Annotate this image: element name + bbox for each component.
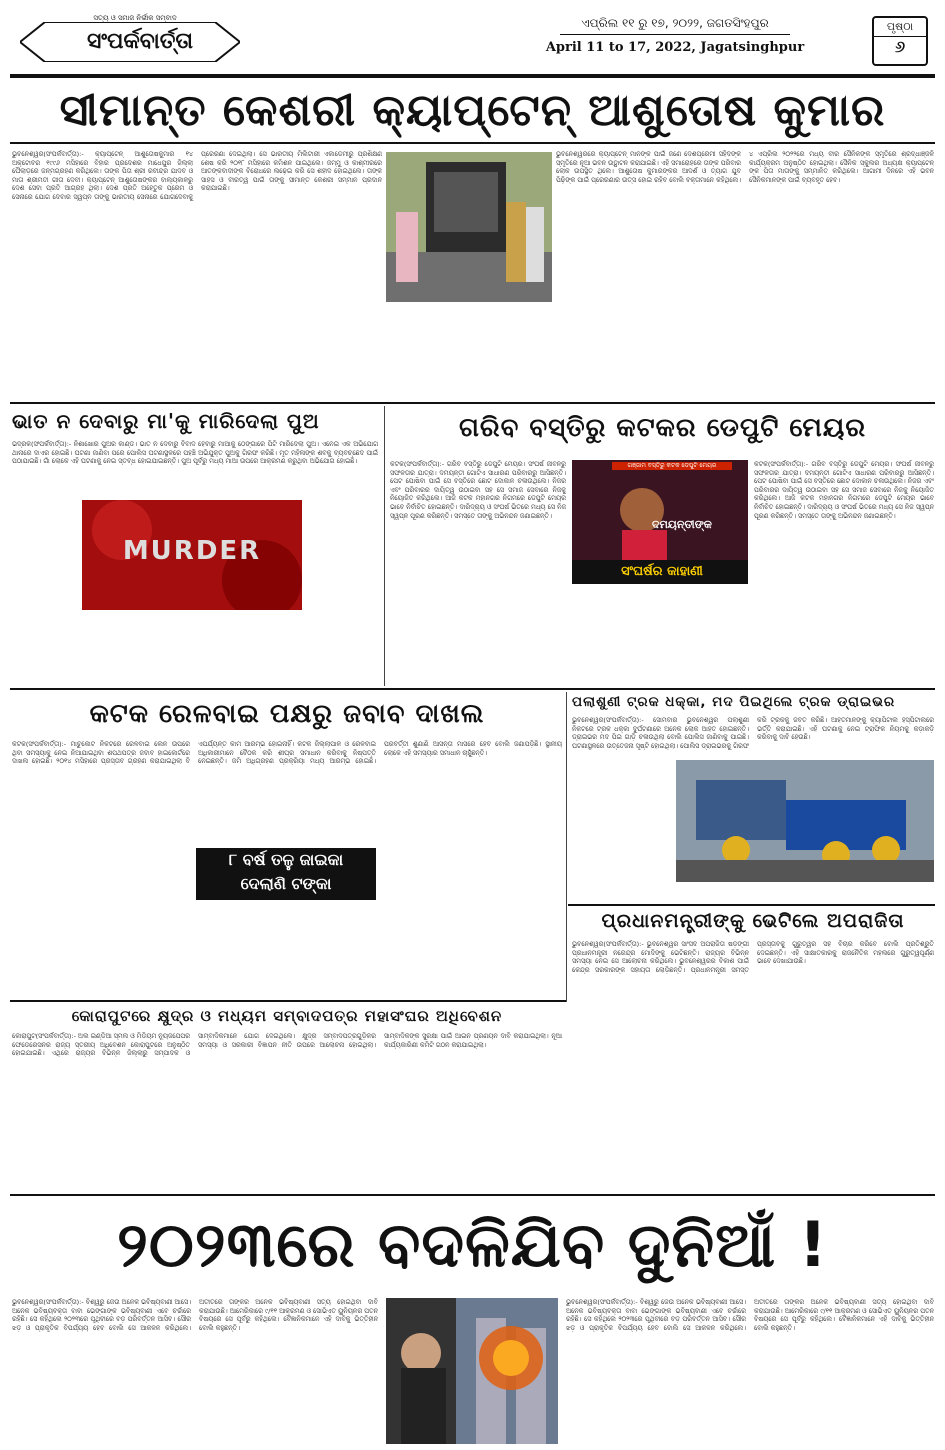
deputy-mayor-headline: ଗରିବ ବସ୍ତିରୁ କଟକର ଡେପୁଟି ମେୟର (458, 413, 867, 443)
railway-body: କଟକ(ସଂପର୍କବାର୍ତ୍ତା):- ମାଚୁକୋଟ ନିକଟରେ ରେଳବାଇ ଲେନ ଉପରେ ଥିବା ସମସ୍ୟାକୁ ନେଇ ନିଆଯାଇଥିବା ଶପଥପତ୍ର ଜବାବ ହାଇକୋର୍ଟରେ ଦାଖଲ ହୋଇଛି। ୨୦୧୪ ମସିହାରେ ପ୍ରସ୍ତାବ ଗ୍ରହଣ କରାଯାଇଥିଲା ବି ଏପର୍ଯ୍ୟନ୍ତ କାମ ଆରମ୍ଭ ହୋଇନାହିଁ। କଟକ ଜିଲ୍ଲାପାଳ ଓ ରେଳବାଇ ଅଧିକାରୀମାନେ ବୈଠକ କରି ଶୀଘ୍ର ସମାଧାନ କରିବାକୁ ନିଷ୍ପତ୍ତି ନେଇଛନ୍ତି। ଜମି ଅଧିଗ୍ରହଣ ପ୍ରକ୍ରିୟା ମଧ୍ୟ ଆରମ୍ଭ ହୋଇଛି। ପରବର୍ତ୍ତୀ ଶୁଣାଣି ଆସନ୍ତା ମାସରେ ହେବ ବୋଲି ଜଣାପଡ଼ିଛି। ସ୍ଥାନୀୟ ଲୋକେ ଏହି ସମସ୍ୟାର ସମାଧାନ ଚାହୁଁଛନ୍ତି। (12, 740, 562, 766)
column-rule (566, 692, 567, 1002)
newspaper-federation-headline: କୋରାପୁଟରେ କ୍ଷୁଦ୍ର ଓ ମଧ୍ୟମ ସମ୍ବାଦପତ୍ର ମହାସଂଘର ଅଧିବେଶନ (71, 1007, 503, 1025)
railway-headline: କଟକ ରେଳବାଇ ପକ୍ଷରୁ ଜବାବ ଦାଖଲ (89, 699, 485, 729)
column-rule (384, 406, 385, 686)
rule (10, 1194, 935, 1196)
truck-accident-headline: ପଲାଶୁଣୀ ଟ୍ରକ ଧକ୍କା, ମଦ ପିଇଥିଲେ ଟ୍ରକ ଡ୍ରାଇଭର (572, 694, 896, 710)
prediction-photo-art (386, 1298, 558, 1444)
logo: ସଂପର୍କବାର୍ତ୍ତା (87, 29, 193, 54)
lead-story-body-right: ଭୁବନେଶ୍ୱରରେ କ୍ୟାପ୍ଟେନ୍ ମାନଙ୍କ ପାଇଁ ଜଣେ ଦେଶପ୍ରେମୀ ସହିଦଙ୍କ ସ୍ମୃତିରେ ନୂଆ ଭବନ ଉଦ୍ଘାଟନ କରାଯାଇଛି। ଏହି ସମାରୋହରେ ତାଙ୍କ ପରିବାର ଲୋକ ଉପସ୍ଥିତ ଥିଲେ। ଆଶୁତୋଷ କୁମାରଙ୍କର ଆଦର୍ଶ ଓ ତ୍ୟାଗ ଯୁବ ପିଢ଼ିଙ୍କ ପାଇଁ ପ୍ରେରଣାର ଉତ୍ସ ହୋଇ ରହିବ ବୋଲି ବକ୍ତାମାନେ କହିଥିଲେ। ୪ ଏପ୍ରିଲ ୨୦୨୨ରେ ମଧ୍ୟ ବୀର ସୈନିକଙ୍କ ସ୍ମୃତିରେ ଶ୍ରଦ୍ଧାଞ୍ଜଳି କାର୍ଯ୍ୟକ୍ରମ ଅନୁଷ୍ଠିତ ହୋଇଥିଲା। ସୈନିକ ସ୍କୁଲର ଅଧ୍ୟକ୍ଷ କ୍ୟାପ୍ଟେନ୍ ଙ୍କ ପିତା ମାତାଙ୍କୁ ସମ୍ମାନିତ କରିଥିଲେ। ଆଗାମୀ ଦିନରେ ଏହି ଭବନ ସୈନିକମାନଙ୍କ ପାଇଁ ବ୍ୟବହୃତ ହେବ। (556, 150, 934, 184)
deputy-mayor-body-continued: କଟକ(ସଂପର୍କବାର୍ତ୍ତା):- ଗରିବ ବସ୍ତିରୁ ଡେପୁଟି ମେୟର। ସଂଘର୍ଷ ଜୀବନରୁ ସଫଳତାର ଯାତ୍ରା। ଦମୟନ୍ତୀ ଗୋଟିଏ ସାଧାରଣ ପରିବାରରୁ ଆସିଛନ୍ତି। ପେଟ ପୋଷିବା ପାଇଁ ସେ ବସ୍ତିରେ ଛୋଟ ଦୋକାନ ଚଳାଉଥିଲେ। ନିଜର ଏବଂ ପରିବାରର ଦାୟିତ୍ୱ ଉଠାଇବା ସହ ସେ ସମାଜ ସେବାରେ ନିଜକୁ ନିୟୋଜିତ କରିଥିଲେ। ଆଜି କଟକ ମହାନଗର ନିଗମରେ ଡେପୁଟି ମେୟର ଭାବେ ନିର୍ବାଚିତ ହୋଇଛନ୍ତି। ଦାରିଦ୍ର୍ୟ ଓ ସଂଘର୍ଷ ଭିତରେ ମଧ୍ୟ ସେ ନିଜ ସ୍ୱପ୍ନ ପୂରଣ କରିଛନ୍ତି। ସମସ୍ତେ ତାଙ୍କୁ ଅଭିନନ୍ଦନ ଜଣାଇଛନ୍ତି। (754, 460, 934, 520)
story-murder-headline: ଭାତ ନ ଦେବାରୁ ମା'କୁ ମାରିଦେଲା ପୁଅ (12, 409, 320, 433)
rule (10, 1000, 566, 1002)
lead-headline: ସୀମାନ୍ତ କେଶରୀ କ୍ୟାପ୍ଟେନ୍ ଆଶୁତୋଷ କୁମାର (59, 85, 886, 136)
rule (10, 402, 935, 404)
bottom-headline: ୨୦୨୩ରେ ବଦଳିଯିବ ଦୁନିଆଁ ! (117, 1208, 828, 1281)
issue-date-english: April 11 to 17, 2022, Jagatsinghpur (545, 40, 805, 55)
page-number-box (872, 16, 928, 66)
date-divider (560, 34, 790, 35)
masthead-rule (10, 74, 935, 78)
truck-accident-photo (676, 760, 934, 882)
logo-tagline: ସତ୍ୟ ଓ ସମାଜ ନିର୍ଭୀକ ସମ୍ବାଦ (93, 14, 177, 22)
issue-date-odia: ଏପ୍ରିଲ ୧୧ ରୁ ୧୭, ୨୦୨୨, ଜଗତସିଂହପୁର (581, 16, 769, 30)
railway-callout (196, 848, 376, 900)
truck-accident-body: ଭୁବନେଶ୍ୱର(ସଂପର୍କବାର୍ତ୍ତା):- ସୋମବାର ଭୁବନେଶ୍ୱର ପଲାଶୁଣୀ ନିକଟରେ ଟ୍ରକ ଧକ୍କା ଦୁର୍ଘଟଣାରେ ଅନେକ ଲୋକ ଆହତ ହୋଇଛନ୍ତି। ଡ୍ରାଇଭର ମଦ ପିଇ ଗାଡ଼ି ଚଳାଉଥିଲା ବୋଲି ପୋଲିସ ଜାଣିବାକୁ ପାଇଛି। ଘଟଣାସ୍ଥଳରେ ଉତ୍ତେଜନା ସୃଷ୍ଟି ହୋଇଥିଲା। ପୋଲିସ ଡ୍ରାଇଭରକୁ ଗିରଫ କରି ଟ୍ରକକୁ ଜବତ କରିଛି। ଆହତମାନଙ୍କୁ କ୍ୟାପିଟାଲ ହସ୍ପିଟାଲରେ ଭର୍ତ୍ତି କରାଯାଇଛି। ଏହି ଘଟଣାକୁ ନେଇ ଟ୍ରାଫିକ ନିୟମକୁ କଡ଼ାକଡ଼ି କରିବାକୁ ଦାବି ହେଉଛି। (572, 716, 934, 750)
lead-story-photo (386, 152, 552, 302)
photo-caption-top: ଗଞ୍ଜାମ ବସ୍ତିରୁ କଟକ ଡେପୁଟି ମେୟର (612, 462, 732, 470)
prediction-photo (386, 1298, 558, 1444)
aparajita-headline: ପ୍ରଧାନମନ୍ତ୍ରୀଙ୍କୁ ଭେଟିଲେ ଅପରାଜିତା (601, 910, 905, 932)
murder-photo-text: MURDER (122, 536, 262, 566)
story-murder-body: ଭଦ୍ରକ(ସଂପର୍କବାର୍ତ୍ତା):- ନିଶାଖୋର ପୁଅର କାଣ୍ଡ। ଭାତ ନ ଦେବାରୁ ବିବାଦ ହେବାରୁ ମାଆକୁ ଠେଙ୍ଗାରେ ପିଟି ମାରିଦେଲା ପୁଅ। ଏନେଇ ଏକ ଅଭିଯୋଗ ଥାନାରେ ଦାଏର ହୋଇଛି। ଘଟଣା ଜାଣିବା ପରେ ପୋଲିସ ଘଟଣାସ୍ଥଳରେ ପହଞ୍ଚି ଅଭିଯୁକ୍ତ ପୁଅକୁ ଗିରଫ କରିଛି। ମୃତ ମହିଳାଙ୍କ ଶବକୁ ବ୍ୟବଚ୍ଛେଦ ପାଇଁ ପଠାଯାଇଛି। ଗାଁ ଲୋକେ ଏହି ଘଟଣାକୁ ନେଇ ସ୍ତବ୍ଧ ହୋଇଯାଇଛନ୍ତି। ପୁଅ ପୂର୍ବରୁ ମଧ୍ୟ ମାଆ ଉପରେ ଆକ୍ରମଣ କରୁଥିବା ଅଭିଯୋଗ ହୋଇଛି। (12, 440, 378, 466)
prediction-body-right: ଭୁବନେଶ୍ୱର(ସଂପର୍କବାର୍ତ୍ତା):- ବିଶ୍ୱରୁ ଜେଉ ଅନେକ ଭବିଷ୍ୟବାଣୀ ଆସେ। ଅନେକ ଭବିଷ୍ୟବକ୍ତା ବାବା ଭେଙ୍ଗାଙ୍କ ଭବିଷ୍ୟବାଣୀ ଏବେ ଚର୍ଚ୍ଚାରେ ରହିଛି। ସେ କହିଥିଲେ ୨୦୨୩ରେ ପୃଥିବୀରେ ବଡ଼ ପରିବର୍ତ୍ତନ ଆସିବ। ସୌର ଝଡ଼ ଓ ପ୍ରାକୃତିକ ବିପର୍ଯ୍ୟୟ ହେବ ବୋଲି ସେ ଆକଳନ କରିଥିଲେ। ଅତୀତରେ ତାଙ୍କର ଅନେକ ଭବିଷ୍ୟବାଣୀ ସତ୍ୟ ହୋଇଥିବା ଦାବି କରାଯାଉଛି। ଆମେରିକାରେ ୯/୧୧ ଆକ୍ରମଣ ଓ ସୋଭିଏତ ୟୁନିୟନର ପତନ ବିଷୟରେ ସେ ପୂର୍ବରୁ କହିଥିଲେ। ବୈଜ୍ଞାନିକମାନେ ଏହି ଦାବିକୁ ଭିତ୍ତିହୀନ ବୋଲି କହୁଛନ୍ତି। (566, 1298, 934, 1332)
prediction-body-left: ଭୁବନେଶ୍ୱର(ସଂପର୍କବାର୍ତ୍ତା):- ବିଶ୍ୱରୁ ଜେଉ ଅନେକ ଭବିଷ୍ୟବାଣୀ ଆସେ। ଅନେକ ଭବିଷ୍ୟବକ୍ତା ବାବା ଭେଙ୍ଗାଙ୍କ ଭବିଷ୍ୟବାଣୀ ଏବେ ଚର୍ଚ୍ଚାରେ ରହିଛି। ସେ କହିଥିଲେ ୨୦୨୩ରେ ପୃଥିବୀରେ ବଡ଼ ପରିବର୍ତ୍ତନ ଆସିବ। ସୌର ଝଡ଼ ଓ ପ୍ରାକୃତିକ ବିପର୍ଯ୍ୟୟ ହେବ ବୋଲି ସେ ଆକଳନ କରିଥିଲେ। ଅତୀତରେ ତାଙ୍କର ଅନେକ ଭବିଷ୍ୟବାଣୀ ସତ୍ୟ ହୋଇଥିବା ଦାବି କରାଯାଉଛି। ଆମେରିକାରେ ୯/୧୧ ଆକ୍ରମଣ ଓ ସୋଭିଏତ ୟୁନିୟନର ପତନ ବିଷୟରେ ସେ ପୂର୍ବରୁ କହିଥିଲେ। ବୈଜ୍ଞାନିକମାନେ ଏହି ଦାବିକୁ ଭିତ୍ତିହୀନ ବୋଲି କହୁଛନ୍ତି। (12, 1298, 378, 1332)
rule (10, 142, 935, 144)
lead-photo-art (386, 152, 552, 302)
callout-line-1: ୮ ବର୍ଷ ତଳୁ ଜାଇକା (228, 850, 344, 869)
deputy-mayor-body: କଟକ(ସଂପର୍କବାର୍ତ୍ତା):- ଗରିବ ବସ୍ତିରୁ ଡେପୁଟି ମେୟର। ସଂଘର୍ଷ ଜୀବନରୁ ସଫଳତାର ଯାତ୍ରା। ଦମୟନ୍ତୀ ଗୋଟିଏ ସାଧାରଣ ପରିବାରରୁ ଆସିଛନ୍ତି। ପେଟ ପୋଷିବା ପାଇଁ ସେ ବସ୍ତିରେ ଛୋଟ ଦୋକାନ ଚଳାଉଥିଲେ। ନିଜର ଏବଂ ପରିବାରର ଦାୟିତ୍ୱ ଉଠାଇବା ସହ ସେ ସମାଜ ସେବାରେ ନିଜକୁ ନିୟୋଜିତ କରିଥିଲେ। ଆଜି କଟକ ମହାନଗର ନିଗମରେ ଡେପୁଟି ମେୟର ଭାବେ ନିର୍ବାଚିତ ହୋଇଛନ୍ତି। ଦାରିଦ୍ର୍ୟ ଓ ସଂଘର୍ଷ ଭିତରେ ମଧ୍ୟ ସେ ନିଜ ସ୍ୱପ୍ନ ପୂରଣ କରିଛନ୍ତି। ସମସ୍ତେ ତାଙ୍କୁ ଅଭିନନ୍ଦନ ଜଣାଇଛନ୍ତି। (390, 460, 566, 520)
page-number: ୬ (894, 37, 906, 56)
murder-photo (82, 500, 302, 610)
newspaper-federation-body: କୋରାପୁଟ(ସଂପର୍କବାର୍ତ୍ତା):- ଅଲ ଇଣ୍ଡିଆ ସ୍ମଲ ଓ ମିଡିୟମ ନ୍ୟୁଜପେପର ଫେଡେରେସନର ରାଜ୍ୟ ସ୍ତରୀୟ ଅଧିବେଶନ କୋରାପୁଟରେ ଅନୁଷ୍ଠିତ ହୋଇଯାଇଛି। ଏଥିରେ ରାଜ୍ୟର ବିଭିନ୍ନ ଜିଲ୍ଲାରୁ ସମ୍ପାଦକ ଓ ସାମ୍ବାଦିକମାନେ ଯୋଗ ଦେଇଥିଲେ। କ୍ଷୁଦ୍ର ସମ୍ବାଦପତ୍ରଗୁଡ଼ିକର ସମସ୍ୟା ଓ ସରକାରୀ ବିଜ୍ଞାପନ ନୀତି ଉପରେ ଆଲୋଚନା ହୋଇଥିଲା। ସାମ୍ବାଦିକଙ୍କ ସୁରକ୍ଷା ପାଇଁ ଆଇନ ପ୍ରଣୟନ ଦାବି କରାଯାଇଥିଲା। ନୂଆ କାର୍ଯ୍ୟକାରିଣୀ କମିଟି ଗଠନ କରାଯାଇଥିଲା। (12, 1032, 562, 1058)
aparajita-body: ଭୁବନେଶ୍ୱର(ସଂପର୍କବାର୍ତ୍ତା):- ଭୁବନେଶ୍ୱର ସାଂସଦ ଅପରାଜିତା ଷଡ଼ଙ୍ଗୀ ପ୍ରଧାନମନ୍ତ୍ରୀ ନରେନ୍ଦ୍ର ମୋଦିଙ୍କୁ ଭେଟିଛନ୍ତି। ରାଜ୍ୟର ବିଭିନ୍ନ ସମସ୍ୟା ନେଇ ସେ ଆଲୋଚନା କରିଥିଲେ। ଭୁବନେଶ୍ୱରର ବିକାଶ ପାଇଁ କେନ୍ଦ୍ର ସରକାରଙ୍କ ସହାୟତା ଲୋଡ଼ିଛନ୍ତି। ପ୍ରଧାନମନ୍ତ୍ରୀ ସମସ୍ତ ପ୍ରସ୍ତାବକୁ ଗୁରୁତ୍ୱର ସହ ବିଚାର କରିବେ ବୋଲି ପ୍ରତିଶ୍ରୁତି ଦେଇଛନ୍ତି। ଏହି ସାକ୍ଷାତକାରକୁ ରାଜନୈତିକ ମହଲରେ ଗୁରୁତ୍ୱପୂର୍ଣ୍ଣ ଭାବେ ଦେଖାଯାଉଛି। (572, 940, 934, 974)
callout-line-2: ଦେଲାଣି ଟଙ୍କା (240, 874, 332, 893)
photo-caption-mid: ଦମୟନ୍ତୀଙ୍କ (652, 518, 712, 531)
photo-caption-bottom: ସଂଘର୍ଷର କାହାଣୀ (621, 564, 703, 579)
page-label: ପୃଷ୍ଠା (874, 18, 926, 37)
lead-story-body-left: ଭୁବନେଶ୍ୱର(ସଂପର୍କବାର୍ତ୍ତା):- କ୍ୟାପ୍ଟେନ୍ ଆଶୁତୋଷକୁମାର ୧୪ ଅକ୍ଟୋବର ୧୯୯୬ ମସିହାରେ ବିହାର ପ୍ରଦେଶର ମାଧେପୁର ଜିଲ୍ଲା ଘୈଲାଡ଼ରେ ଜନ୍ମଗ୍ରହଣ କରିଥିଲେ। ତାଙ୍କ ପିତା ଶ୍ରୀ ରବୀନ୍ଦ୍ର ଯାଦବ ଓ ମାତା ଶ୍ରୀମତୀ ଗୀତା ଦେବୀ। କ୍ୟାପ୍ଟେନ୍ ଆଶୁତୋଷଙ୍କର ବାଲ୍ୟକାଳରୁ ଦେଶ ସେବା ପ୍ରତି ଆଗ୍ରହ ଥିଲା। ଦେଶ ପ୍ରତି ଅହେତୁକ ପ୍ରେମ ଓ ସେନାରେ ଯୋଗ ଦେବାର ସ୍ୱପ୍ନ ତାଙ୍କୁ ଭାରତୀୟ ସେନାରେ ଯୋଗଦେବାକୁ ପ୍ରେରଣା ଦେଇଥିଲା। ସେ ଭାରତୀୟ ମିଲିଟାରୀ ଏକାଡେମୀରୁ ପ୍ରଶିକ୍ଷଣ ଶେଷ କରି ୨୦୧୮ ମସିହାରେ କମିଶନ ପାଇଥିଲେ। ଜମ୍ମୁ ଓ କାଶ୍ମୀରରେ ଆତଙ୍କବାଦୀଙ୍କ ବିରୋଧରେ ଲଢ଼େଇ କରି ସେ ଶହୀଦ ହୋଇଥିଲେ। ତାଙ୍କ ସାହସ ଓ ବୀରତ୍ୱ ପାଇଁ ତାଙ୍କୁ ସୀମାନ୍ତ କେଶରୀ ସମ୍ମାନ ପ୍ରଦାନ କରାଯାଇଛି। (12, 150, 382, 201)
deputy-mayor-photo (572, 460, 748, 584)
truck-accident-photo-art (676, 760, 934, 882)
